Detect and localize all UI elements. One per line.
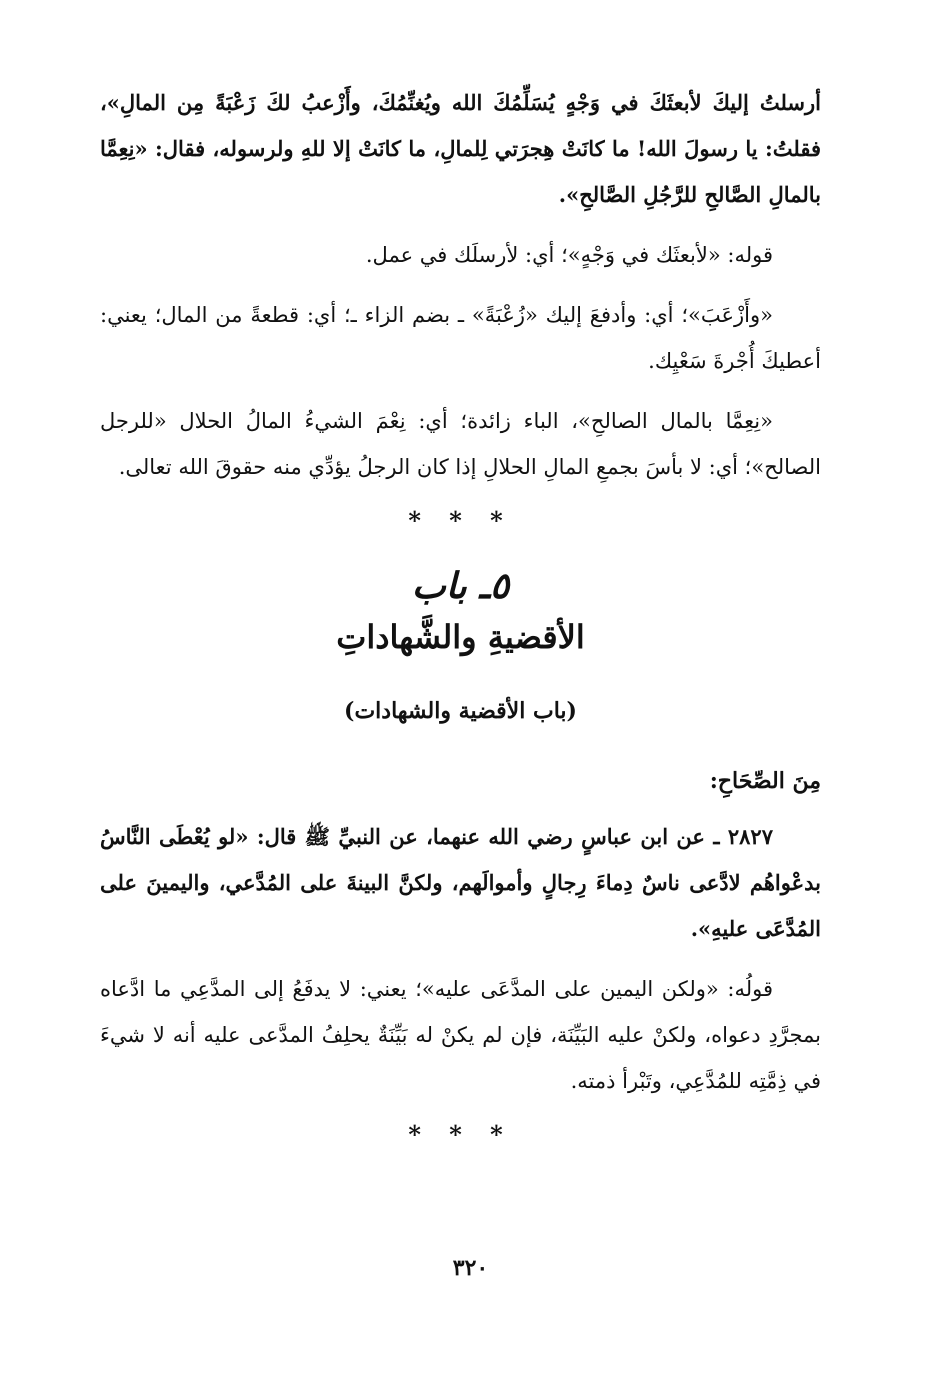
chapter-title: الأقضيةِ والشَّهاداتِ [336,618,585,656]
paragraph-commentary-3: «نِعِمَّا بالمال الصالحِ»، الباء زائدة؛ أي: نِعْمَ الشيءُ المالُ الحلال «للرجل الصالح»؛ أي: لا بأسَ بجمعِ المالِ الحلالِ إذا كان الرجلُ يؤدِّي منه حقوقَ الله تعالى. [100,409,821,479]
paragraph-commentary-1: قوله: «لأبعثَك في وَجْهٍ»؛ أي: لأرسلَك في عمل. [365,243,773,267]
page-number: ٣٢٠ [452,1255,489,1281]
chapter-number: ٥ـ باب [411,565,510,607]
commentary-text: قولُه: «ولكن اليمين على المدَّعَى عليه»؛ يعني: لا يدفَعُ إلى المدَّعِي ما ادَّعاه بمجرَّدِ دعواه، ولكنْ عليه البَيِّنَة، فإن لم يكنْ له بَيِّنَةٌ يحلِفُ المدَّعى عليه أنه لا شيءَ في ذِمَّتِه للمُدَّعِي، وتَبْرأ ذمته. [100,977,821,1093]
paragraph-hadith-continuation: أرسلتُ إليكَ لأبعثَكَ في وَجْهٍ يُسَلِّمُكَ الله ويُغنِّمُكَ، وأَزْعبُ لكَ زَعْبَةً مِن المالِ»، فقلتُ: يا رسولَ الله! ما كانَتْ هِجرَتي لِلمالِ، ما كانَتْ إلا للهِ ولرسوله، فقال: «نِعِمَّا بالمالِ الصَّالحِ للرَّجُلِ الصَّالحِ». [100,90,821,207]
hadith-text: ٢٨٢٧ ـ عن ابن عباسٍ رضي الله عنهما، عن النبيِّ ﷺ قال: «لو يُعْطَى النَّاسُ بدعْواهُم لادَّعى ناسٌ دِماءَ رِجالٍ وأموالَهم، ولكنَّ البينةَ على المُدَّعي، واليمينَ على المُدَّعَى عليهِ». [100,824,821,941]
separator-stars-top: * * * [408,506,513,535]
page-body [100,80,821,1174]
paragraph-commentary-2: «وأَزْعَبَ»؛ أي: وأدفعَ إليك «زُعْبَةً» ـ بضم الزاء ـ؛ أي: قطعةً من المال؛ يعني: أعطيكَ أُجْرةَ سَعْيِك. [100,303,821,373]
separator-stars-bottom: * * * [408,1120,513,1149]
chapter-subtitle: (باب الأقضية والشهادات) [344,698,577,724]
section-label: مِنَ الصِّحَاحِ: [709,768,821,794]
